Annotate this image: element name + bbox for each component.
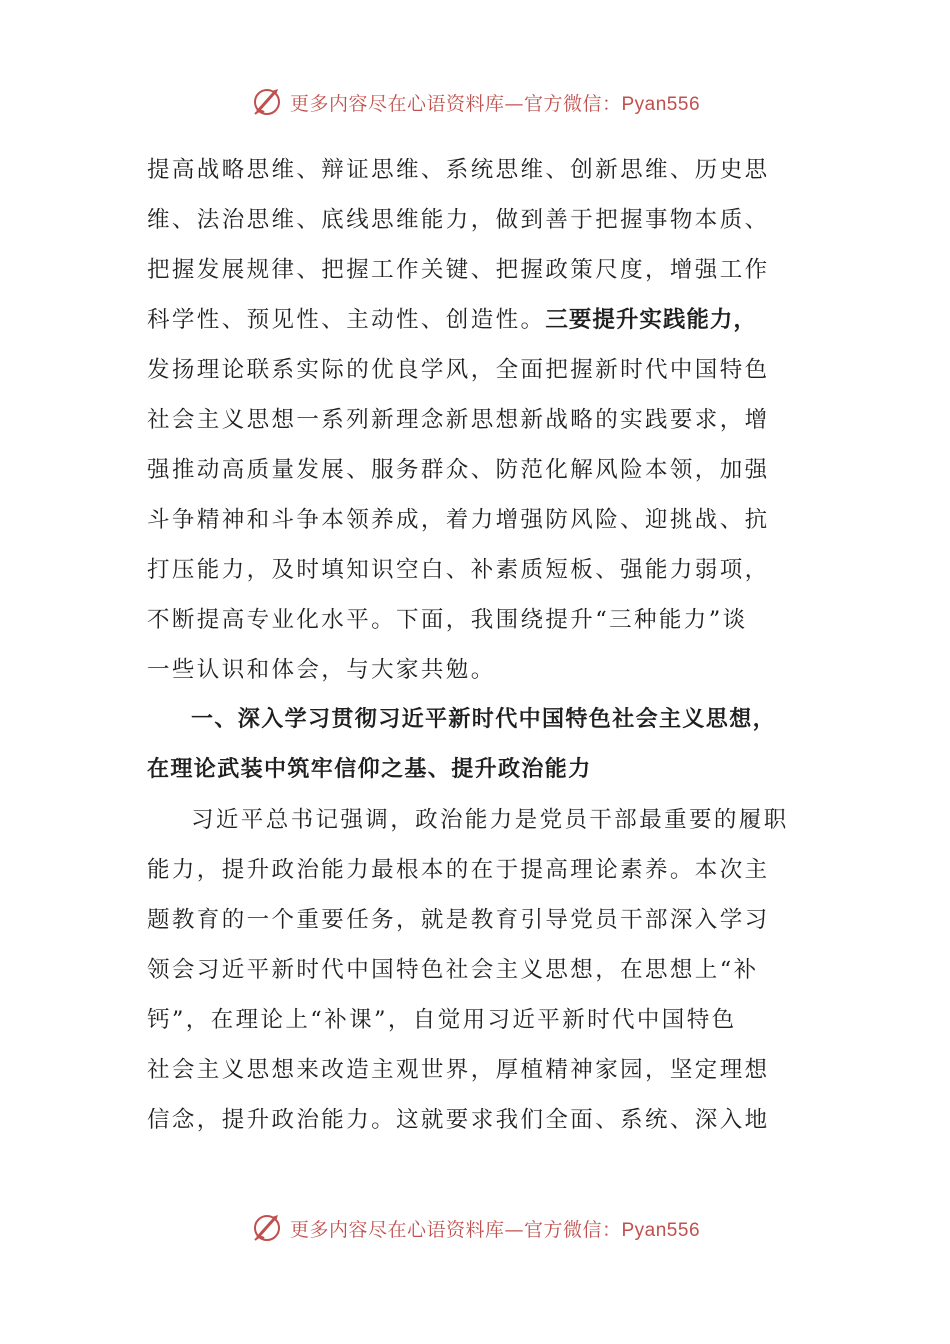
pen-seal-icon	[250, 85, 284, 119]
paragraph-line: 钙”，在理论上“补课”，自觉用习近平新时代中国特色	[147, 1007, 737, 1033]
paragraph-line: 信念，提升政治能力。这就要求我们全面、系统、深入地	[147, 1107, 770, 1133]
paragraph-line: 提高战略思维、辩证思维、系统思维、创新思维、历史思	[147, 157, 770, 183]
paragraph-line: 领会习近平新时代中国特色社会主义思想，在思想上“补	[147, 957, 759, 983]
section-heading: 在理论武装中筑牢信仰之基、提升政治能力	[147, 757, 592, 782]
wechat-id: Pyan556	[621, 1219, 701, 1241]
paragraph-line: 题教育的一个重要任务，就是教育引导党员干部深入学习	[147, 907, 770, 933]
paragraph-line: 能力，提升政治能力最根本的在于提高理论素养。本次主	[147, 857, 770, 883]
paragraph-line: 发扬理论联系实际的优良学风，全面把握新时代中国特色	[147, 357, 770, 383]
banner-text: 更多内容尽在心语资料库—官方微信：Pyan556	[289, 92, 701, 115]
paragraph-line: 不断提高专业化水平。下面，我围绕提升“三种能力”谈	[147, 607, 748, 633]
paragraph-line: 把握发展规律、把握工作关键、把握政策尺度，增强工作	[147, 257, 770, 283]
pen-seal-icon	[250, 1211, 284, 1245]
paragraph-line: 一些认识和体会，与大家共勉。	[147, 657, 496, 683]
paragraph-line	[147, 295, 807, 345]
paragraph-line: 斗争精神和斗争本领养成，着力增强防风险、迎挑战、抗	[147, 507, 770, 533]
banner-text: 更多内容尽在心语资料库—官方微信：Pyan556	[289, 1218, 701, 1241]
paragraph-line: 维、法治思维、底线思维能力，做到善于把握事物本质、	[147, 207, 770, 233]
paragraph-line: 社会主义思想来改造主观世界，厚植精神家园，坚定理想	[147, 1057, 770, 1083]
paragraph-line: 强推动高质量发展、服务群众、防范化解风险本领，加强	[147, 457, 770, 483]
paragraph-line: 社会主义思想一系列新理念新思想新战略的实践要求，增	[147, 407, 770, 433]
wechat-id: Pyan556	[621, 93, 701, 115]
paragraph-line: 打压能力，及时填知识空白、补素质短板、强能力弱项，	[147, 557, 770, 583]
document-body	[147, 145, 807, 1145]
section-heading: 一、深入学习贯彻习近平新时代中国特色社会主义思想，	[191, 707, 777, 732]
paragraph-line: 习近平总书记强调，政治能力是党员干部最重要的履职	[191, 807, 789, 833]
header-banner	[0, 82, 950, 122]
line-text: 科学性、预见性、主动性、创造性。	[147, 307, 546, 333]
footer-banner	[0, 1208, 950, 1248]
bold-phrase: 三要提升实践能力，	[545, 307, 757, 333]
